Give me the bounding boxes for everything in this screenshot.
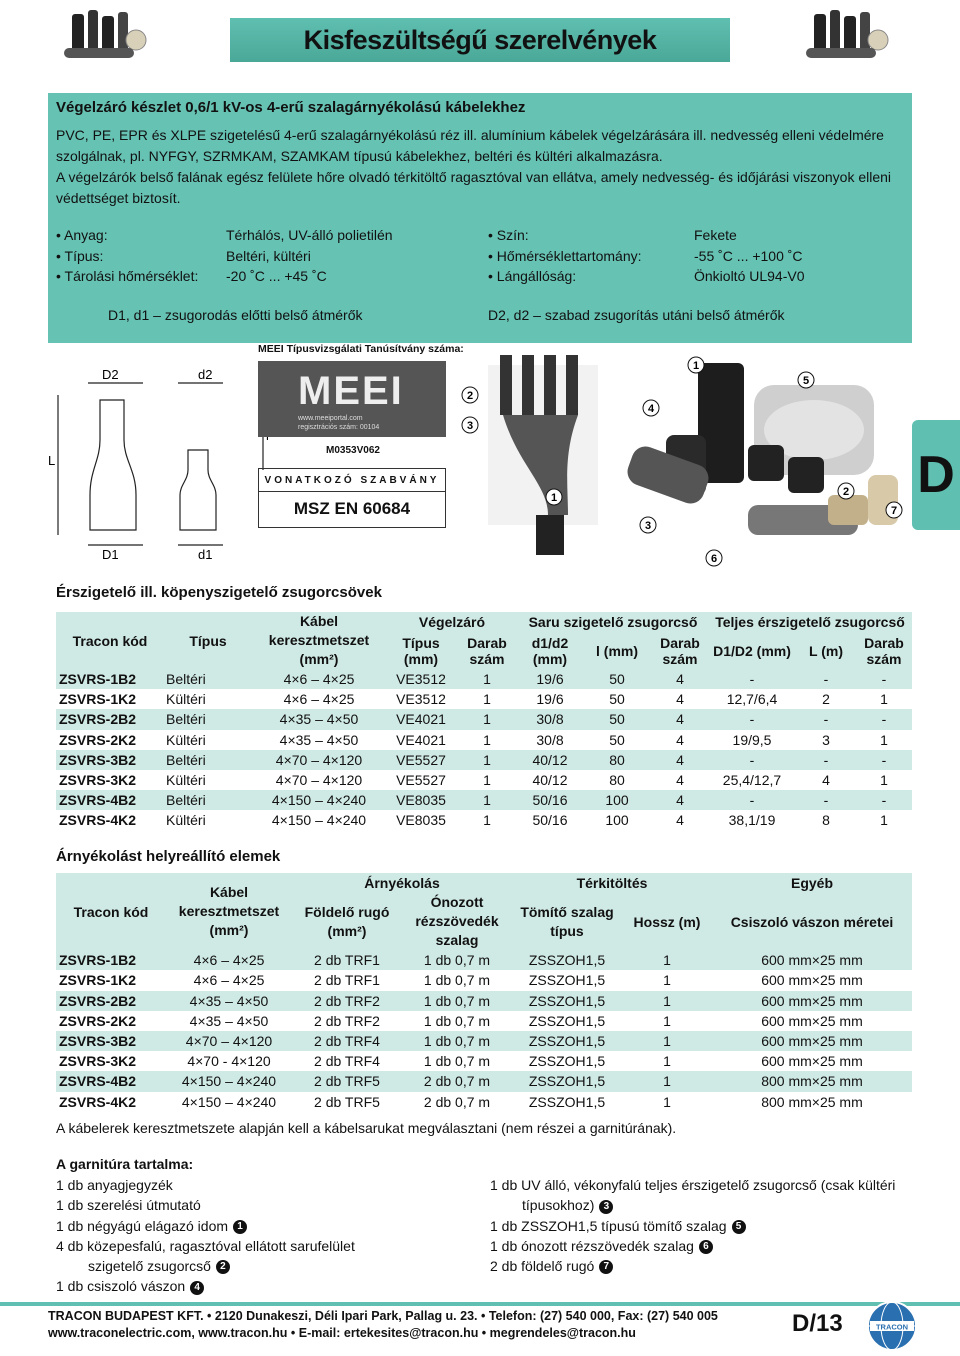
table-cell: ZSSZOH1,5 [528, 1012, 606, 1029]
table-cell: 600 mm×25 mm [761, 1012, 863, 1029]
prop-label: • Típus: [56, 247, 104, 264]
th-v-darab: Darab szám [456, 632, 518, 669]
globe-logo-icon [866, 1300, 918, 1352]
certificate-box [258, 343, 464, 548]
shrink-tube-table [56, 612, 912, 831]
table-cell: 4 [652, 709, 708, 729]
page-number: D/13 [792, 1310, 843, 1337]
th2-tracon: Tracon kód [56, 873, 166, 950]
th-v-tipus: Típus (mm) [386, 632, 456, 669]
table-cell: - [708, 790, 796, 810]
table-cell: 600 mm×25 mm [761, 972, 863, 989]
table-row [56, 709, 912, 729]
list-item [56, 1236, 355, 1256]
table-row [56, 1011, 912, 1031]
th-tracon: Tracon kód [56, 612, 164, 669]
svg-text:2: 2 [466, 390, 474, 402]
footer-address: TRACON BUDAPEST KFT. • 2120 Dunakeszi, Déli Ipari Park, Pallag u. 23. • Telefon: (27) 540 000, Fax: (27) 540 005 [48, 1309, 718, 1323]
th2-arny: Árnyékolás [292, 873, 512, 893]
table-cell: 40/12 [532, 772, 568, 789]
callout-number: 6 [699, 1240, 713, 1254]
legend-left: D1, d1 – zsugorodás előtti belső átmérők [108, 307, 363, 323]
table-cell: 19/6 [536, 691, 564, 708]
table-cell: 600 mm×25 mm [712, 1031, 912, 1051]
table-row [56, 1071, 912, 1091]
callout-number: 2 [216, 1260, 230, 1274]
table-cell: VE5527 [386, 750, 456, 770]
table-cell: 50 [582, 709, 652, 729]
svg-text:7: 7 [890, 505, 898, 517]
product-diagram [48, 345, 912, 570]
table-cell: 800 mm×25 mm [761, 1093, 863, 1110]
table-cell: 100 [582, 790, 652, 810]
callout-number: 3 [599, 1200, 613, 1214]
table-cell: 30/8 [518, 709, 582, 729]
table-cell: 2 [822, 691, 830, 708]
table-cell: 50/16 [532, 812, 568, 829]
table-row [56, 1092, 912, 1112]
svg-text:2: 2 [842, 486, 850, 498]
table-row [56, 750, 912, 770]
table-cell: Beltéri [164, 750, 252, 770]
table-cell: Kültéri [166, 731, 206, 748]
list-item [490, 1175, 895, 1195]
table-cell: 4 [652, 669, 708, 689]
svg-text:TRACON: TRACON [875, 1322, 909, 1332]
table-cell: 2 db TRF2 [292, 991, 402, 1011]
table1-title: Érszigetelő ill. köpenyszigetelő zsugorcsövek [56, 584, 382, 601]
svg-text:3: 3 [466, 420, 474, 432]
table-cell: ZSSZOH1,5 [512, 991, 622, 1011]
table-cell: 1 [663, 1053, 671, 1070]
list-item [56, 1195, 355, 1215]
garnitura-title: A garnitúra tartalma: [56, 1156, 194, 1172]
table-cell: 1 db 0,7 m [402, 991, 512, 1011]
table-cell: - [708, 669, 796, 689]
table-row [56, 1031, 912, 1051]
prop-value: Beltéri, kültéri [226, 247, 311, 264]
table-cell: 1 [456, 750, 518, 770]
table-cell: 50 [582, 669, 652, 689]
table-cell: 1 [663, 972, 671, 989]
table-row [56, 950, 912, 970]
table-row [56, 1051, 912, 1071]
callout-number: 1 [233, 1220, 247, 1234]
th-t-d: D1/D2 (mm) [708, 632, 796, 669]
th-kabel: Kábel keresztmetszet (mm²) [252, 612, 386, 669]
table-cell: 25,4/12,7 [722, 772, 782, 789]
prop-value: -20 ˚C ... +45 ˚C [226, 268, 327, 284]
callout-number: 7 [599, 1260, 613, 1274]
th2-hossz: Hossz (m) [622, 893, 712, 950]
intro-block [48, 93, 912, 343]
table-cell: 1 db 0,7 m [423, 1053, 491, 1070]
page-title: Kisfeszültségű szerelvények [230, 18, 730, 62]
cell-code: ZSVRS-2B2 [56, 991, 166, 1011]
table-cell: Beltéri [164, 790, 252, 810]
table-cell: 1 [483, 812, 491, 829]
table-cell: 80 [582, 750, 652, 770]
table-cell: 4×35 – 4×50 [252, 709, 386, 729]
callout-3a [462, 417, 478, 433]
list-item-text: 1 db ónozott rézszövedék szalag [490, 1237, 694, 1254]
list-item-text: 2 db földelő rugó [490, 1258, 595, 1275]
table-cell: 50 [609, 731, 625, 748]
th2-csiszolo: Csiszoló vászon méretei [712, 893, 912, 950]
cert-number: M0353V062 [326, 445, 380, 456]
standard-box: VONATKOZÓ SZABVÁNY MSZ EN 60684 [258, 468, 446, 528]
table-cell: 600 mm×25 mm [712, 950, 912, 970]
header [0, 0, 960, 80]
table-cell: - [856, 790, 912, 810]
table-cell: 30/8 [536, 731, 564, 748]
table-cell: 4 [676, 812, 684, 829]
list-item-text: típusokhoz) [522, 1197, 595, 1214]
table-cell: 50 [609, 691, 625, 708]
table-cell: Kültéri [166, 772, 206, 789]
callout-1a [688, 357, 704, 373]
table-cell: ZSSZOH1,5 [528, 972, 606, 989]
prop-label: • Lángállóság: [488, 268, 577, 284]
cell-code: ZSVRS-3B2 [56, 1031, 166, 1051]
th-s-l: l (mm) [582, 632, 652, 669]
list-item [490, 1216, 895, 1236]
table-cell: 1 [483, 691, 491, 708]
table-cell: 600 mm×25 mm [761, 1053, 863, 1070]
svg-text:1: 1 [692, 360, 700, 372]
table-cell: 1 db 0,7 m [402, 1031, 512, 1051]
table-row [56, 991, 912, 1011]
table-row [56, 770, 912, 790]
prop-value: -55 ˚C ... +100 ˚C [694, 247, 803, 264]
prop-value: Fekete [694, 227, 737, 243]
table2-title: Árnyékolást helyreállító elemek [56, 848, 281, 865]
table-cell: 4×35 – 4×50 [279, 731, 359, 748]
table-row [56, 669, 912, 689]
table-cell: 1 [880, 691, 888, 708]
table-cell: 1 db 0,7 m [402, 950, 512, 970]
prop-value: Önkioltó UL94-V0 [694, 268, 805, 284]
label-L: L [48, 453, 56, 468]
table-cell: - [796, 790, 856, 810]
table-cell: 2 db TRF4 [292, 1031, 402, 1051]
list-item [56, 1276, 355, 1296]
table-cell: 4×6 – 4×25 [193, 972, 265, 989]
table-cell: 50/16 [518, 790, 582, 810]
table-cell: Kültéri [166, 691, 206, 708]
callout-2b [838, 483, 854, 499]
table-cell: 2 db TRF1 [292, 950, 402, 970]
svg-text:5: 5 [802, 375, 810, 387]
table-cell: 4×150 – 4×240 [271, 812, 367, 829]
table-cell: 4×6 – 4×25 [166, 950, 292, 970]
table-cell: 1 [622, 950, 712, 970]
cell-code: ZSVRS-2K2 [59, 731, 137, 748]
th2-egyeb: Egyéb [712, 873, 912, 893]
cell-code: ZSVRS-4K2 [59, 1093, 137, 1110]
garnitura-right-list [490, 1175, 895, 1276]
table-cell: 4 [652, 790, 708, 810]
table-cell: 2 db 0,7 m [423, 1093, 491, 1110]
table-cell: 1 [880, 731, 888, 748]
table-cell: 2 db TRF5 [314, 1093, 380, 1110]
table-cell: 1 [880, 772, 888, 789]
table-cell: 8 [822, 812, 830, 829]
table-cell: 4×70 – 4×120 [275, 772, 363, 789]
callout-number: 5 [732, 1220, 746, 1234]
table-cell: 1 [483, 772, 491, 789]
list-item-text: 1 db csiszoló vászon [56, 1278, 186, 1295]
prop-value: Térhálós, UV-álló polietilén [226, 227, 393, 243]
table-cell: - [856, 669, 912, 689]
table-row [56, 689, 912, 709]
th-saru: Saru szigetelő zsugorcső [518, 612, 708, 632]
cell-code: ZSVRS-2B2 [56, 709, 164, 729]
table-cell: 2 db TRF2 [314, 1012, 380, 1029]
cell-code: ZSVRS-3B2 [56, 750, 164, 770]
table-cell: - [796, 750, 856, 770]
table-cell: 600 mm×25 mm [712, 991, 912, 1011]
table-row [56, 730, 912, 750]
th2-onozott: Ónozott rézszövedék szalag [402, 893, 512, 950]
table-cell: - [708, 709, 796, 729]
table-cell: ZSSZOH1,5 [528, 1093, 606, 1110]
th-vegelzaro: Végelzáró [386, 612, 518, 632]
list-item [56, 1216, 355, 1236]
table-cell: 4 [676, 691, 684, 708]
table-cell: 12,7/6,4 [726, 691, 778, 708]
table-cell: 4×150 – 4×240 [252, 790, 386, 810]
table-cell: 4 [676, 772, 684, 789]
table1-body [56, 669, 912, 831]
label-D1: D1 [102, 547, 119, 562]
table-cell: ZSSZOH1,5 [512, 950, 622, 970]
th2-tomito: Tömítő szalag típus [512, 893, 622, 950]
table-row [56, 810, 912, 830]
table-cell: 19/6 [518, 669, 582, 689]
th-teljes: Teljes érszigetelő zsugorcső [708, 612, 912, 632]
list-item-text: szigetelő zsugorcső [88, 1258, 211, 1275]
prop-label: • Szín: [488, 227, 529, 243]
cell-code: ZSVRS-1B2 [56, 669, 164, 689]
table-cell: 19/9,5 [732, 731, 772, 748]
cell-code: ZSVRS-2K2 [59, 1012, 137, 1029]
list-item-text: 4 db közepesfalú, ragasztóval ellátott sarufelület [56, 1237, 355, 1254]
table-cell: Beltéri [164, 709, 252, 729]
callout-3b [640, 517, 656, 533]
callout-4 [643, 400, 659, 416]
cell-code: ZSVRS-4B2 [56, 1071, 166, 1091]
footer-web: www.traconelectric.com, www.tracon.hu • E-mail: ertekesites@tracon.hu • megrendeles@tracon.hu [48, 1326, 636, 1340]
list-item-text: 1 db anyagjegyzék [56, 1177, 173, 1193]
label-d2: d2 [198, 367, 213, 382]
th-t-darab: Darab szám [856, 632, 912, 669]
th-s-d: d1/d2 (mm) [518, 632, 582, 669]
label-d1: d1 [198, 547, 213, 562]
garnitura-left-list [56, 1175, 355, 1297]
footer [48, 1308, 718, 1342]
table-cell: 1 [622, 991, 712, 1011]
props-left [56, 225, 393, 287]
table-cell: 4 [676, 731, 684, 748]
table-cell: 1 [456, 669, 518, 689]
table-cell: VE8035 [386, 790, 456, 810]
table-cell: - [796, 669, 856, 689]
th2-foldelo: Földelő rugó (mm²) [292, 893, 402, 950]
cell-code: ZSVRS-1K2 [59, 691, 137, 708]
th2-terk: Térkitöltés [512, 873, 712, 893]
cert-title: MEEI Típusvizsgálati Tanúsítvány száma: [258, 343, 464, 355]
list-item-text: 1 db ZSSZOH1,5 típusú tömítő szalag [490, 1217, 727, 1234]
table-cell: - [708, 750, 796, 770]
table-cell: 2 db TRF5 [292, 1071, 402, 1091]
table-cell: 2 db TRF4 [314, 1053, 380, 1070]
note-text: A kábelerek keresztmetszete alapján kell a kábelsarukat megválasztani (nem részei a garnitúrának). [56, 1120, 677, 1136]
list-item [490, 1236, 895, 1256]
callout-1b [546, 489, 562, 505]
prop-label: • Hőmérséklettartomány: [488, 247, 642, 264]
table-cell: 3 [822, 731, 830, 748]
table-cell: 1 [880, 812, 888, 829]
callout-number: 4 [190, 1281, 204, 1295]
callout-2a [462, 387, 478, 403]
table-row [56, 970, 912, 990]
list-item [56, 1175, 355, 1195]
table-cell: Kültéri [166, 812, 206, 829]
callout-7 [886, 502, 902, 518]
table-cell: 4×150 – 4×240 [181, 1093, 277, 1110]
callout-6 [706, 550, 722, 566]
table-cell: VE3512 [386, 669, 456, 689]
table-cell: 800 mm×25 mm [712, 1071, 912, 1091]
table-cell: 80 [609, 772, 625, 789]
cable-accessories-image-left [62, 6, 152, 64]
table-cell: Beltéri [164, 669, 252, 689]
list-item [56, 1256, 355, 1276]
table-cell: 4×6 – 4×25 [283, 691, 355, 708]
table-cell: VE4021 [386, 709, 456, 729]
table-cell: 1 [456, 709, 518, 729]
table-row [56, 790, 912, 810]
table-cell: 1 [622, 1031, 712, 1051]
th2-kabel: Kábel keresztmetszet (mm²) [166, 873, 292, 950]
cell-code: ZSVRS-4K2 [59, 812, 137, 829]
cell-code: ZSVRS-4B2 [56, 790, 164, 810]
meei-logo: MEEI www.meeiportal.com regisztrációs szám: 00104 [258, 361, 446, 437]
list-item-text: 1 db négyágú elágazó idom [56, 1217, 229, 1234]
list-item [490, 1256, 895, 1276]
table-cell: 4×35 – 4×50 [166, 991, 292, 1011]
table-cell: VE5527 [396, 772, 446, 789]
svg-text:4: 4 [647, 403, 655, 415]
table-cell: 1 db 0,7 m [423, 972, 491, 989]
legend-right: D2, d2 – szabad zsugorítás utáni belső átmérők [488, 307, 785, 323]
cell-code: ZSVRS-3K2 [59, 1053, 137, 1070]
table-cell: ZSSZOH1,5 [512, 1071, 622, 1091]
table-cell: 4 [822, 772, 830, 789]
svg-text:3: 3 [644, 520, 652, 532]
tube-dimension-drawing [58, 383, 263, 545]
table-cell: 38,1/19 [728, 812, 776, 829]
table-cell: ZSSZOH1,5 [512, 1031, 622, 1051]
svg-text:1: 1 [550, 492, 558, 504]
table-cell: 1 [663, 1012, 671, 1029]
table-cell: 4×6 – 4×25 [252, 669, 386, 689]
cell-code: ZSVRS-1B2 [56, 950, 166, 970]
table-cell: 1 [622, 1071, 712, 1091]
prop-label: • Anyag: [56, 227, 108, 243]
th-s-darab: Darab szám [652, 632, 708, 669]
table-cell: - [796, 709, 856, 729]
table-cell: 4×70 – 4×120 [252, 750, 386, 770]
table-cell: 4 [652, 750, 708, 770]
table-cell: 40/12 [518, 750, 582, 770]
list-item-text: 1 db UV álló, vékonyfalú teljes érszigetelő zsugorcső (csak kültéri [490, 1177, 896, 1193]
callout-5 [798, 372, 814, 388]
props-right [488, 225, 805, 287]
table-cell: - [856, 750, 912, 770]
table-cell: 4×150 – 4×240 [166, 1071, 292, 1091]
intro-paragraph-2: A végelzárók belső falának egész felülete hőre olvadó térkitöltő ragasztóval van ellátva, amely nedvesség- és időjárási viszonyok elleni védettséget biztosít. [56, 169, 892, 206]
table-cell: 1 [663, 1093, 671, 1110]
table2-body [56, 950, 912, 1112]
table-cell: 4×35 – 4×50 [189, 1012, 269, 1029]
section-tab-D: D [912, 420, 960, 530]
table-cell: ZSSZOH1,5 [528, 1053, 606, 1070]
svg-text:6: 6 [710, 553, 718, 565]
shield-restore-table [56, 873, 912, 1112]
table-cell: 100 [605, 812, 629, 829]
intro-paragraph-1: PVC, PE, EPR és XLPE szigetelésű 4-erű szalagárnyékolású réz ill. alumínium kábelek végelzárására ill. nedvesség elleni védelmére szolgálnak, pl. NYFGY, SZRMKAM, SZAMKAM típusú kábelekhez, beltéri és kültéri alkalmazásra. [56, 127, 884, 164]
prop-label: • Tárolási hőmérséklet: [56, 268, 199, 284]
list-item [490, 1195, 895, 1215]
label-D2: D2 [102, 367, 119, 382]
table-cell: VE3512 [396, 691, 446, 708]
table-cell: 1 [483, 731, 491, 748]
cell-code: ZSVRS-3K2 [59, 772, 137, 789]
table-cell: 4×70 – 4×120 [166, 1031, 292, 1051]
cell-code: ZSVRS-1K2 [59, 972, 137, 989]
product-photo [488, 355, 898, 555]
intro-heading: Végelzáró készlet 0,6/1 kV-os 4-erű szalagárnyékolású kábelekhez [56, 99, 526, 116]
footer-divider [0, 1302, 960, 1306]
table-cell: 1 [456, 790, 518, 810]
table-cell: 1 db 0,7 m [423, 1012, 491, 1029]
table-cell: VE8035 [396, 812, 446, 829]
table-cell: 2 db 0,7 m [402, 1071, 512, 1091]
list-item-text: 1 db szerelési útmutató [56, 1197, 201, 1214]
table-cell: - [856, 709, 912, 729]
th-t-l: L (m) [796, 632, 856, 669]
cable-accessories-image-right [800, 6, 890, 64]
th-tipus: Típus [164, 612, 252, 669]
table-cell: 2 db TRF1 [314, 972, 380, 989]
table-cell: VE4021 [396, 731, 446, 748]
table-cell: 4×70 - 4×120 [187, 1053, 271, 1070]
